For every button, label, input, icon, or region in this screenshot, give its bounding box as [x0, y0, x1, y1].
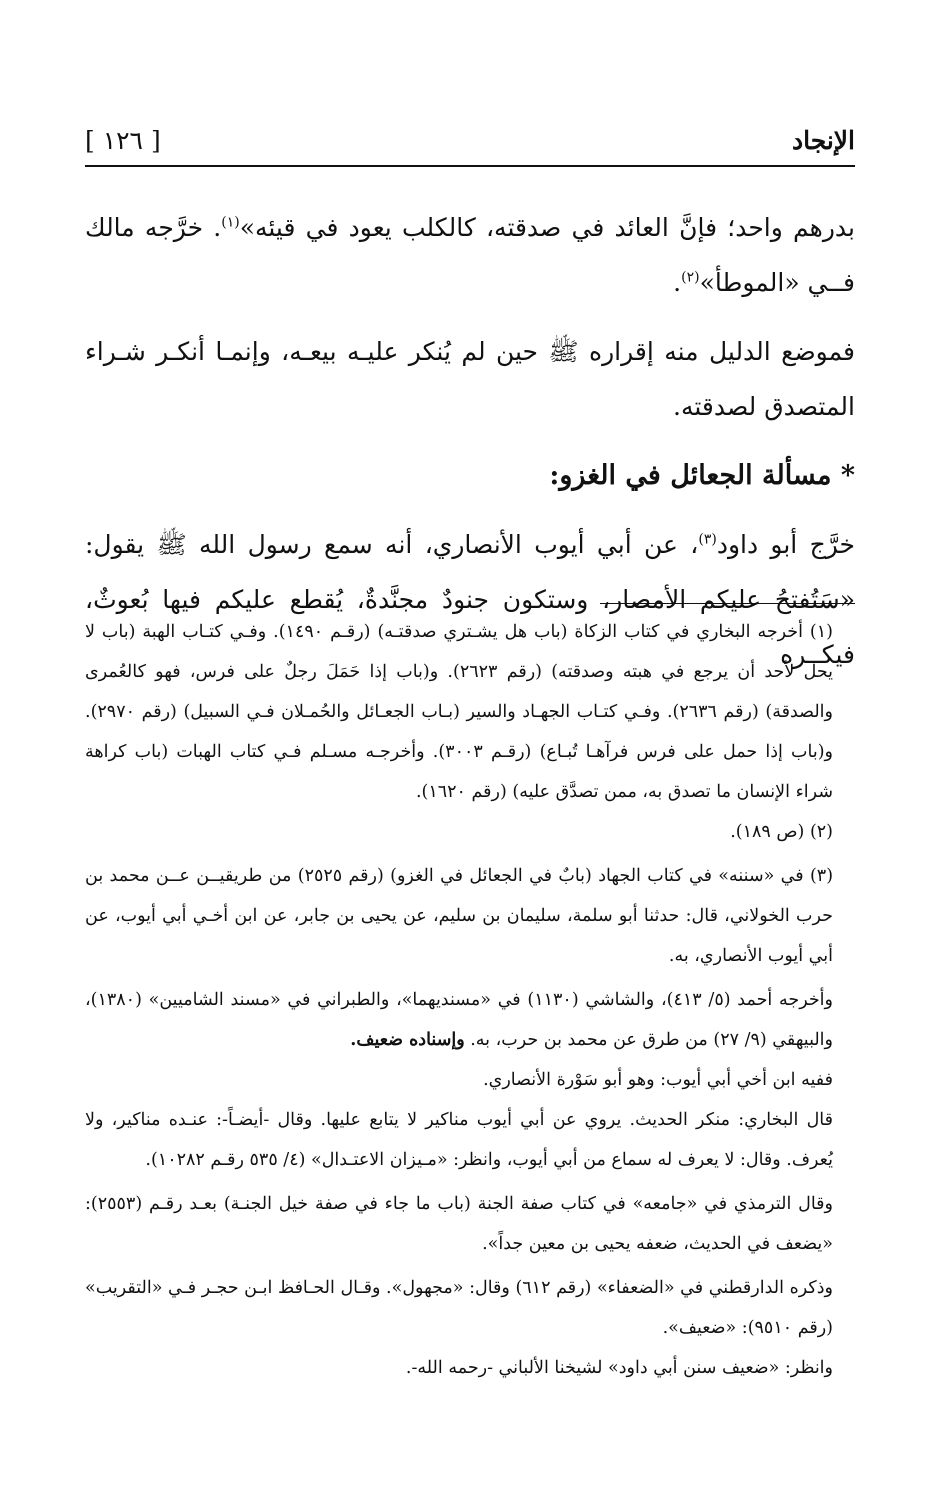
- footnote-1: (١) أخرجه البخاري في كتاب الزكاة (باب هل يشـتري صدقتـه) (رقـم ١٤٩٠). وفـي كتـاب الهبة (باب لا يحل لأحد أن يرجع في هبته وصدقته) (رقم ٢٦٢٣). و(باب إذا حَمَلَ رجلٌ على فرس، فهو كالعُمرى والصدقة) (رقم ٢٦٣٦). وفـي كتـاب الجهـاد والسير (بـاب الجعـائل والحُمـلان فـي السبيل) (رقم ٢٩٧٠). و(باب إذا حمل على فرس فرآهـا تُبـاع) (رقـم ٣٠٠٣). وأخرجـه مسـلم فـي كتاب الهبات (باب كراهة شراء الإنسان ما تصدق به، ممن تصدَّق عليه) (رقم ١٦٢٠).: [85, 622, 833, 802]
- header-rule: [85, 165, 855, 167]
- footnote-3: (٣) في «سننه» في كتاب الجهاد (بابٌ في الجعائل في الغزو) (رقم ٢٥٢٥) من طريقيــن عــن محمد بن حرب الخولاني، قال: حدثنا أبو سلمة، سليمان بن سليم، عن يحيى بن جابر، عن ابن أخـي أبي أيوب، عن أبي أيوب الأنصاري، به.: [85, 866, 834, 966]
- footnote-3-narrator: ففيه ابن أخي أبي أيوب: وهو أبو سَوْرة الأنصاري.: [483, 1070, 833, 1090]
- running-title: الإنجاد: [791, 126, 855, 155]
- footnote-separator: [600, 603, 855, 604]
- section-heading: * مسألة الجعائل في الغزو:: [549, 460, 855, 491]
- footnote-3-tirmidhi: وقال الترمذي في «جامعه» في كتاب صفة الجنة (باب ما جاء في صفة خيل الجنـة) بعـد رقـم (٢٥٥٣): «يضعف في الحديث، ضعفه يحيى بن معين جداً».: [85, 1194, 833, 1254]
- paragraph-2: فموضع الدليل منه إقراره ﷺ حين لم يُنكر عليـه بيعـه، وإنمـا أنكـر شـراء المتصدق لصدقته.: [85, 337, 855, 421]
- footnote-3-daraqutni: وذكره الدارقطني في «الضعفاء» (رقم ٦١٢) وقال: «مجهول». وقـال الحـافظ ابـن حجـر فـي «التقريب» (رقم ٩٥١٠): «ضعيف».: [85, 1278, 833, 1338]
- footnote-3-albani: وانظر: «ضعيف سنن أبي داود» لشيخنا الألباني -رحمه الله-.: [405, 1358, 833, 1378]
- footnote-3-sources: وأخرجه أحمد (٥/ ٤١٣)، والشاشي (١١٣٠) في «مسنديهما»، والطبراني في «مسند الشاميين» (١٣٨٠)، والبيهقي (٩/ ٢٧) من طرق عن محمد بن حرب، به. وإسناده ضعيف.: [85, 990, 833, 1050]
- paragraph-1: بدرهم واحد؛ فإنَّ العائد في صدقته، كالكلب يعود في قيئه»$^{(١)}$. خرَّجه مالك فــي «الموطأ»$^{(٢)}$.: [85, 213, 855, 297]
- isnad-verdict: وإسناده ضعيف.: [350, 1030, 465, 1050]
- footnote-ref-3[interactable]: (٣): [698, 531, 717, 548]
- footnote-3-bukhari: قال البخاري: منكر الحديث. يروي عن أبي أيوب مناكير لا يتابع عليها. وقال -أيضـاً-: عنـده مناكير، ولا يُعرف. وقال: لا يعرف له سماع من أبي أيوب، وانظر: «مـيزان الاعتـدال» (٤/ ٥٣٥ رقـم ١٠٢٨٢).: [85, 1110, 833, 1170]
- footnote-ref-1[interactable]: (١): [221, 214, 240, 231]
- footnote-2: (٢) (ص ١٨٩).: [730, 822, 833, 842]
- paragraph-3: خرَّج أبو داود$^{(٣)}$، عن أبي أيوب الأنصاري، أنه سمع رسول الله ﷺ يقول: «سَتُفتحُ عليكم الأمصار، وستكون جنودٌ مجنَّدةٌ، يُقطع عليكم فيها بُعوثٌ، فيكــره: [85, 530, 855, 669]
- footnote-ref-2[interactable]: (٢): [681, 269, 700, 286]
- page-number: [ ١٢٦ ]: [85, 126, 161, 155]
- page-header: [85, 118, 855, 164]
- footnotes: [85, 612, 855, 1388]
